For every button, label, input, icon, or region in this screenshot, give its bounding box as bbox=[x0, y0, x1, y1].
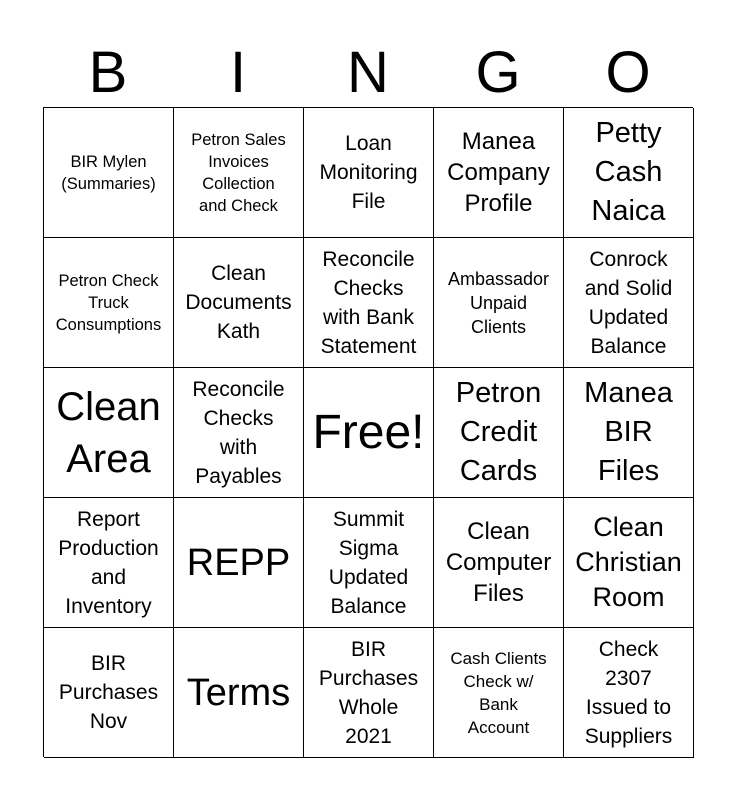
cell-text: Cash Clients Check w/ Bank Account bbox=[450, 648, 547, 737]
cell-text: Petron Credit Cards bbox=[455, 377, 542, 487]
bingo-cell[interactable] bbox=[434, 628, 564, 758]
bingo-cell[interactable] bbox=[44, 498, 174, 628]
bingo-cell[interactable] bbox=[434, 238, 564, 368]
cell-text: Loan Monitoring File bbox=[319, 132, 418, 213]
cell-text: Ambassador Unpaid Clients bbox=[447, 268, 550, 337]
cell-text: Terms bbox=[186, 671, 291, 714]
cell-text: BIR Mylen (Summaries) bbox=[61, 152, 156, 193]
bingo-cell[interactable] bbox=[434, 368, 564, 498]
bingo-cell[interactable] bbox=[174, 628, 304, 758]
cell-text: Reconcile Checks with Payables bbox=[192, 377, 285, 488]
bingo-cell[interactable] bbox=[44, 368, 174, 498]
header-letter-n: N bbox=[347, 40, 389, 105]
cell-text: Clean Area bbox=[56, 384, 161, 481]
bingo-cell[interactable] bbox=[174, 498, 304, 628]
bingo-cell[interactable] bbox=[44, 238, 174, 368]
header-letter-o: O bbox=[605, 40, 651, 105]
bingo-cell[interactable] bbox=[564, 628, 694, 758]
cell-text: BIR Purchases Nov bbox=[58, 652, 159, 733]
cell-text: Summit Sigma Updated Balance bbox=[328, 507, 409, 618]
cell-text: Report Production and Inventory bbox=[58, 507, 159, 618]
bingo-cell[interactable] bbox=[44, 108, 174, 238]
cell-text: Manea BIR Files bbox=[584, 377, 673, 487]
bingo-cell[interactable] bbox=[564, 368, 694, 498]
bingo-cell[interactable] bbox=[44, 628, 174, 758]
free-space[interactable] bbox=[304, 368, 434, 498]
cell-text: Check 2307 Issued to Suppliers bbox=[584, 637, 673, 748]
cell-text: Petty Cash Naica bbox=[591, 117, 666, 227]
cell-text: Reconcile Checks with Bank Statement bbox=[320, 247, 417, 358]
header-letter-b: B bbox=[88, 40, 128, 105]
cell-text: Manea Company Profile bbox=[447, 128, 550, 217]
bingo-cell[interactable] bbox=[434, 108, 564, 238]
cell-text: BIR Purchases Whole 2021 bbox=[318, 637, 419, 748]
bingo-cell[interactable] bbox=[174, 238, 304, 368]
bingo-cell[interactable] bbox=[304, 498, 434, 628]
header-letter-g: G bbox=[475, 40, 521, 105]
cell-text: Clean Christian Room bbox=[575, 512, 682, 612]
bingo-cell[interactable] bbox=[304, 108, 434, 238]
cell-text: Clean Documents Kath bbox=[185, 262, 292, 343]
bingo-cell[interactable] bbox=[564, 238, 694, 368]
bingo-cell[interactable] bbox=[564, 498, 694, 628]
cell-text: Conrock and Solid Updated Balance bbox=[584, 247, 673, 358]
bingo-cell[interactable] bbox=[174, 368, 304, 498]
cell-text: Petron Sales Invoices Collection and Check bbox=[191, 130, 286, 215]
cell-text: Clean Computer Files bbox=[445, 518, 552, 607]
bingo-cell[interactable] bbox=[304, 628, 434, 758]
bingo-cell[interactable] bbox=[174, 108, 304, 238]
bingo-cell[interactable] bbox=[434, 498, 564, 628]
bingo-cell[interactable] bbox=[564, 108, 694, 238]
header-letter-i: I bbox=[229, 40, 247, 105]
cell-text: Petron Check Truck Consumptions bbox=[55, 271, 162, 334]
cell-text: Free! bbox=[312, 405, 425, 459]
bingo-cell[interactable] bbox=[304, 238, 434, 368]
bingo-board bbox=[43, 107, 693, 757]
cell-text: REPP bbox=[186, 541, 291, 584]
bingo-header bbox=[43, 38, 693, 108]
